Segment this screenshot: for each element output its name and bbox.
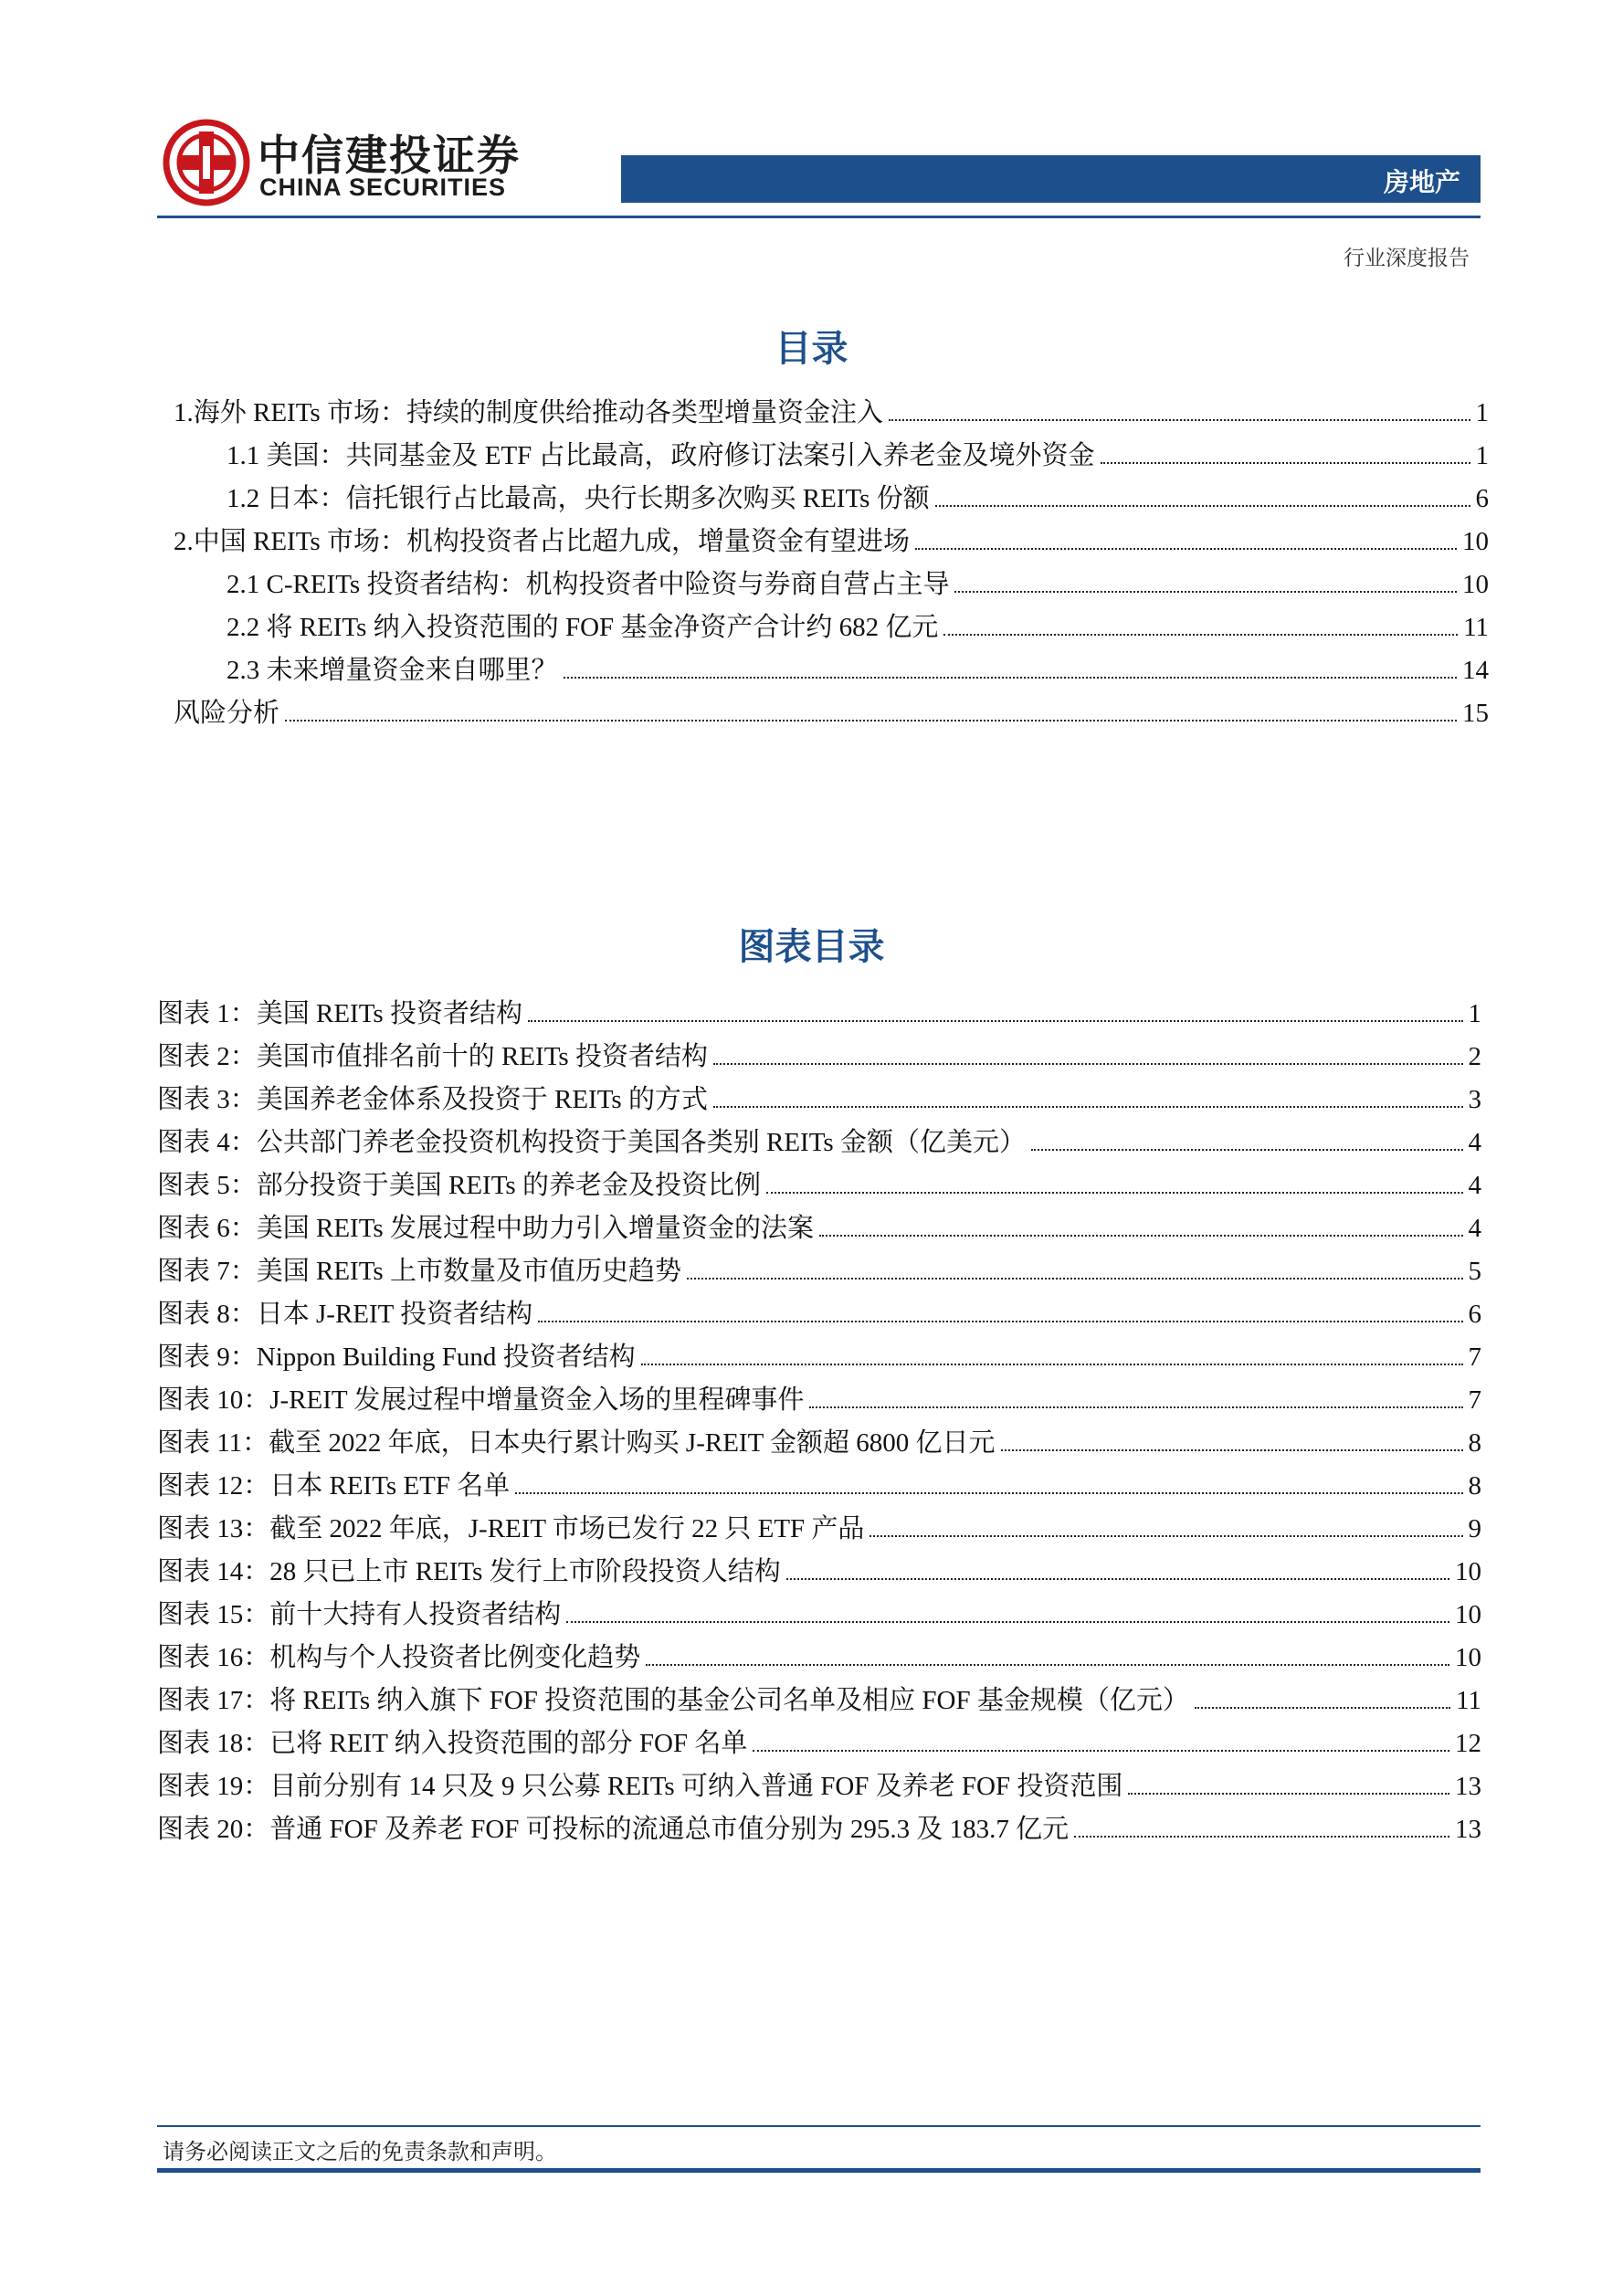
figure-entry[interactable] [157, 1682, 1481, 1719]
toc-entry[interactable] [174, 695, 1489, 732]
figure-entry-title: 图表 17：将 REITs 纳入旗下 FOF 投资范围的基金公司名单及相应 FOF 基金规模（亿元） [157, 1686, 1189, 1715]
figure-entry-title: 图表 2：美国市值排名前十的 REITs 投资者结构 [157, 1042, 708, 1071]
figure-entry-page: 8 [1468, 1428, 1481, 1458]
dot-leader [786, 1578, 1449, 1580]
dot-leader [869, 1535, 1462, 1537]
toc-entry[interactable] [227, 652, 1489, 689]
toc-entry-title: 2.2 将 REITs 纳入投资范围的 FOF 基金净资产合计约 682 亿元 [227, 613, 939, 642]
figure-entry-page: 13 [1455, 1772, 1481, 1801]
figure-entry-page: 9 [1468, 1514, 1481, 1543]
figure-entry[interactable] [157, 1210, 1481, 1247]
figure-entry-title: 图表 14：28 只已上市 REITs 发行上市阶段投资人结构 [157, 1557, 781, 1586]
logo-chinese-name: 中信建投证券 [258, 131, 521, 180]
dot-leader [285, 720, 1457, 721]
figure-entry[interactable] [157, 1339, 1481, 1375]
figure-entry[interactable] [157, 1081, 1481, 1118]
figure-entry[interactable] [157, 1725, 1481, 1762]
figure-entry-page: 10 [1455, 1600, 1481, 1629]
dot-leader [564, 677, 1457, 679]
figure-entry[interactable] [157, 1768, 1481, 1805]
figure-entry-title: 图表 4：公共部门养老金投资机构投资于美国各类别 REITs 金额（亿美元） [157, 1128, 1026, 1157]
toc-entry-title: 2.中国 REITs 市场：机构投资者占比超九成，增量资金有望进场 [174, 527, 910, 556]
figure-entry-page: 12 [1455, 1729, 1481, 1758]
figure-entry-title: 图表 19：目前分别有 14 只及 9 只公募 REITs 可纳入普通 FOF 及养老 FOF 投资范围 [157, 1772, 1123, 1801]
figure-entry-title: 图表 13：截至 2022 年底，J-REIT 市场已发行 22 只 ETF 产品 [157, 1514, 865, 1543]
dot-leader [687, 1278, 1463, 1280]
dot-leader [1074, 1836, 1449, 1838]
figure-entry-title: 图表 6：美国 REITs 发展过程中助力引入增量资金的法案 [157, 1214, 814, 1243]
figure-entry-title: 图表 18：已将 REIT 纳入投资范围的部分 FOF 名单 [157, 1729, 748, 1758]
toc-entry[interactable] [174, 523, 1489, 560]
figure-entry[interactable] [157, 1468, 1481, 1504]
figure-entry-title: 图表 5：部分投资于美国 REITs 的养老金及投资比例 [157, 1171, 761, 1200]
toc-entry-title: 1.1 美国：共同基金及 ETF 占比最高，政府修订法案引入养老金及境外资金 [227, 441, 1095, 470]
toc-entry-title: 1.海外 REITs 市场：持续的制度供给推动各类型增量资金注入 [174, 398, 883, 427]
logo-english-name: CHINA SECURITIES [259, 174, 507, 201]
figure-entry-title: 图表 11：截至 2022 年底，日本央行累计购买 J-REIT 金额超 6800 亿日元 [157, 1428, 996, 1458]
dot-leader [538, 1321, 1462, 1322]
dot-leader [753, 1750, 1449, 1752]
figure-entry-title: 图表 16：机构与个人投资者比例变化趋势 [157, 1643, 641, 1672]
figure-entry[interactable] [157, 1038, 1481, 1075]
figure-list-title: 图表目录 [738, 926, 885, 968]
toc-entry[interactable] [227, 437, 1489, 474]
dot-leader [915, 548, 1457, 550]
dot-leader [1001, 1449, 1463, 1451]
footer-divider [157, 2125, 1481, 2127]
report-type-label: 行业深度报告 [1344, 247, 1470, 270]
toc-entry-page: 6 [1475, 484, 1489, 513]
toc-entry-title: 1.2 日本：信托银行占比最高，央行长期多次购买 REITs 份额 [227, 484, 930, 513]
figure-entry[interactable] [157, 1253, 1481, 1290]
toc-entry[interactable] [227, 566, 1489, 603]
dot-leader [1128, 1793, 1449, 1795]
figure-entry-page: 7 [1468, 1385, 1481, 1415]
toc-entry-title: 2.3 未来增量资金来自哪里？ [227, 656, 558, 685]
figure-entry[interactable] [157, 1639, 1481, 1676]
dot-leader [515, 1492, 1462, 1494]
toc-entry-page: 14 [1462, 656, 1489, 685]
dot-leader [1101, 462, 1470, 464]
dot-leader [528, 1020, 1463, 1022]
figure-entry-title: 图表 8：日本 J-REIT 投资者结构 [157, 1300, 533, 1329]
china-securities-emblem-icon [163, 119, 250, 206]
toc-entry-page: 15 [1462, 699, 1489, 728]
dot-leader [713, 1106, 1463, 1108]
figure-entry-page: 7 [1468, 1343, 1481, 1372]
toc-title: 目录 [775, 328, 848, 370]
figure-entry-page: 2 [1468, 1042, 1481, 1071]
dot-leader [943, 634, 1458, 636]
figure-entry-title: 图表 1：美国 REITs 投资者结构 [157, 999, 522, 1028]
figure-entry-page: 10 [1455, 1557, 1481, 1586]
toc-entry-page: 10 [1462, 527, 1489, 556]
figure-entry[interactable] [157, 1811, 1481, 1848]
figure-entry-title: 图表 9：Nippon Building Fund 投资者结构 [157, 1343, 636, 1372]
dot-leader [1031, 1149, 1463, 1151]
figure-entry[interactable] [157, 1425, 1481, 1461]
figure-entry[interactable] [157, 1596, 1481, 1633]
toc-entry-page: 1 [1475, 441, 1489, 470]
dot-leader [646, 1664, 1449, 1666]
header-divider [157, 216, 1481, 218]
figure-entry[interactable] [157, 1167, 1481, 1204]
figure-entry-page: 5 [1468, 1257, 1481, 1286]
figure-entry[interactable] [157, 1124, 1481, 1161]
figure-entry-page: 4 [1468, 1128, 1481, 1157]
dot-leader [809, 1406, 1462, 1408]
figure-entry-title: 图表 10：J-REIT 发展过程中增量资金入场的里程碑事件 [157, 1385, 805, 1415]
figure-entry-title: 图表 15：前十大持有人投资者结构 [157, 1600, 562, 1629]
figure-entry-title: 图表 7：美国 REITs 上市数量及市值历史趋势 [157, 1257, 681, 1286]
figure-entry-title: 图表 20：普通 FOF 及养老 FOF 可投标的流通总市值分别为 295.3 及 183.7 亿元 [157, 1815, 1070, 1844]
dot-leader [766, 1192, 1463, 1194]
toc-entry[interactable] [227, 480, 1489, 517]
sector-banner [621, 155, 1481, 203]
dot-leader [566, 1621, 1449, 1623]
figure-entry-page: 4 [1468, 1171, 1481, 1200]
dot-leader [713, 1063, 1463, 1065]
figure-entry[interactable] [157, 1511, 1481, 1547]
figure-entry-page: 4 [1468, 1214, 1481, 1243]
toc-entry[interactable] [227, 609, 1489, 646]
figure-entry[interactable] [157, 995, 1481, 1032]
figure-entry-page: 10 [1455, 1643, 1481, 1672]
toc-entry-page: 1 [1475, 398, 1489, 427]
toc-entry-title: 2.1 C-REITs 投资者结构：机构投资者中险资与券商自营占主导 [227, 570, 950, 599]
toc-entry-page: 10 [1462, 570, 1489, 599]
disclaimer-note: 请务必阅读正文之后的免责条款和声明。 [163, 2139, 557, 2164]
toc-entry[interactable] [174, 395, 1489, 431]
figure-entry-title: 图表 3：美国养老金体系及投资于 REITs 的方式 [157, 1085, 708, 1114]
toc-entry-title: 风险分析 [174, 699, 280, 728]
figure-entry-page: 1 [1468, 999, 1481, 1028]
figure-entry-page: 11 [1456, 1686, 1481, 1715]
figure-entry-page: 13 [1455, 1815, 1481, 1844]
company-logo [163, 119, 546, 210]
figure-entry-page: 3 [1468, 1085, 1481, 1114]
figure-entry[interactable] [157, 1553, 1481, 1590]
toc-entry-page: 11 [1463, 613, 1489, 642]
figure-entry-page: 6 [1468, 1300, 1481, 1329]
dot-leader [641, 1364, 1463, 1365]
footer-bar [157, 2168, 1481, 2173]
dot-leader [954, 591, 1457, 593]
dot-leader [889, 419, 1470, 421]
figure-entry-title: 图表 12：日本 REITs ETF 名单 [157, 1471, 511, 1501]
figure-entry[interactable] [157, 1382, 1481, 1418]
sector-label: 房地产 [1383, 167, 1460, 197]
dot-leader [819, 1235, 1463, 1237]
figure-entry[interactable] [157, 1296, 1481, 1332]
dot-leader [935, 505, 1470, 507]
figure-entry-page: 8 [1468, 1471, 1481, 1501]
dot-leader [1195, 1707, 1450, 1709]
